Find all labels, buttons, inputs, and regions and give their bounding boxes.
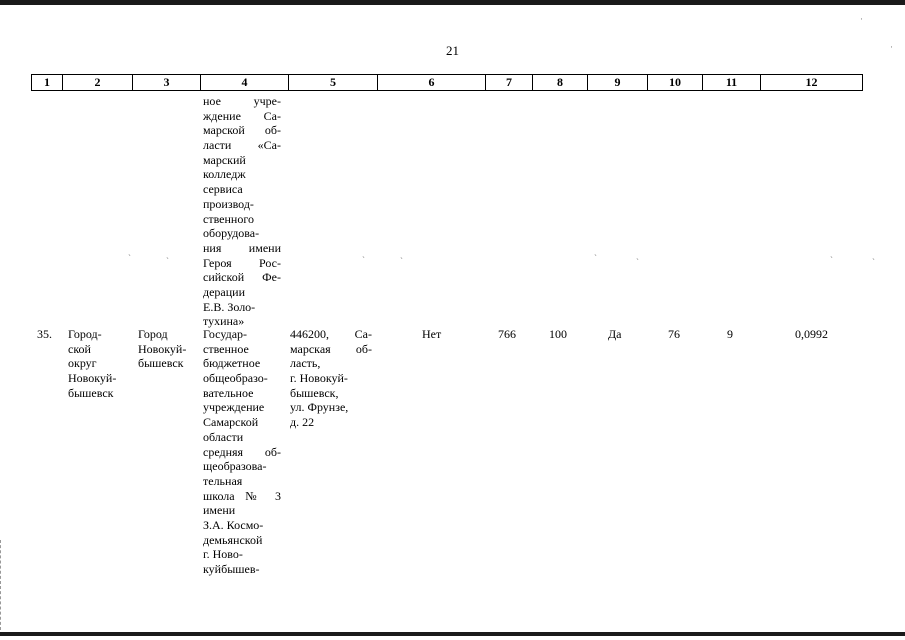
row-col6: Нет: [422, 327, 442, 341]
col4-line: ственное: [203, 341, 249, 356]
col2-line: ской: [68, 341, 91, 356]
header-col-4: 4: [200, 75, 288, 90]
continued-line: ждение Са-: [203, 108, 281, 123]
row-col5-address: [290, 327, 372, 430]
col4-line: щеобразова-: [203, 459, 267, 474]
row-col3-city: [138, 327, 198, 371]
header-col-9: 9: [587, 75, 647, 90]
col4-line: г. Ново-: [203, 547, 243, 562]
col5-line: ласть,: [290, 356, 321, 371]
continued-line: сервиса: [203, 182, 243, 197]
scan-speck: ˎ: [362, 248, 365, 258]
col4-line: З.А. Космо-: [203, 517, 264, 532]
col3-line: бышевск: [138, 356, 184, 371]
header-col-1: 1: [44, 75, 50, 89]
row-col9: Да: [608, 327, 622, 341]
col4-line: демьянской: [203, 532, 263, 547]
scan-speck: ·: [860, 14, 863, 24]
continued-line: производ-: [203, 196, 254, 211]
row-col10: 76: [668, 327, 680, 341]
row-col11: 9: [727, 327, 733, 341]
continued-line: марский: [203, 152, 246, 167]
continued-line: марской об-: [203, 123, 281, 138]
col4-line: тельная: [203, 473, 243, 488]
continued-line: тухина»: [203, 314, 245, 329]
col4-line: учреждение: [203, 400, 265, 415]
col4-line: бюджетное: [203, 356, 261, 371]
continued-line: Е.В. Золо-: [203, 299, 256, 314]
page-number: 21: [446, 43, 459, 58]
col4-line: школа № 3: [203, 488, 281, 503]
scan-top-border: [0, 0, 905, 5]
col5-line: д. 22: [290, 415, 315, 430]
col5-line: ул. Фрунзе,: [290, 400, 349, 415]
continued-line: дерации: [203, 284, 246, 299]
scan-speck: ˎ: [128, 246, 131, 256]
scan-speck: ˎ: [872, 250, 875, 260]
row-col8: 100: [549, 327, 567, 341]
continued-line: ния имени: [203, 240, 281, 255]
row-col4-institution: [203, 327, 281, 577]
row-number: 35.: [37, 327, 52, 341]
col4-line: средняя об-: [203, 444, 281, 459]
scan-bottom-border: [0, 632, 905, 636]
header-col-5: 5: [288, 75, 377, 90]
col2-line: Новокуй-: [68, 371, 117, 386]
col2-line: бышевск: [68, 385, 114, 400]
header-col-11: 11: [702, 75, 760, 90]
continued-line: ласти «Са-: [203, 138, 281, 153]
row-col7: 766: [498, 327, 516, 341]
continued-line: сийской Фе-: [203, 270, 281, 285]
scan-speck: ˎ: [166, 249, 169, 259]
col4-line: вательное: [203, 385, 254, 400]
col5-line: 446200, Са-: [290, 327, 372, 341]
header-col-3: 3: [132, 75, 200, 90]
header-col-12: 12: [760, 75, 862, 90]
header-col-7: 7: [485, 75, 532, 90]
scan-speck: ˎ: [830, 248, 833, 258]
col2-line: округ: [68, 356, 97, 371]
header-col-10: 10: [647, 75, 702, 90]
header-col-2: 2: [62, 75, 132, 90]
col3-line: Город: [138, 327, 168, 341]
continued-line: колледж: [203, 167, 246, 182]
row-col12: 0,0992: [795, 327, 828, 341]
col5-line: марская об-: [290, 341, 372, 356]
scan-speck: ˎ: [594, 246, 597, 256]
col5-line: бышевск,: [290, 385, 339, 400]
col5-line: г. Новокуй-: [290, 371, 348, 386]
scan-speck: ·: [890, 42, 893, 52]
row-col2-district: [68, 327, 128, 400]
scan-speck: ˎ: [400, 249, 403, 259]
scan-speck: ˎ: [636, 250, 639, 260]
scan-left-edge: [0, 540, 3, 630]
continued-line: Героя Рос-: [203, 255, 281, 270]
continued-line: ственного: [203, 211, 254, 226]
col4-line: имени: [203, 503, 236, 518]
col4-line: Государ-: [203, 327, 248, 341]
col3-line: Новокуй-: [138, 341, 187, 356]
continued-cell-col4: [203, 94, 281, 329]
header-col-6: 6: [377, 75, 485, 90]
col4-line: области: [203, 429, 244, 444]
table-header-row: [31, 74, 863, 91]
col4-line: общеобразо-: [203, 371, 268, 386]
continued-line: оборудова-: [203, 226, 260, 241]
continued-line: ное учре-: [203, 94, 281, 108]
col2-line: Город-: [68, 327, 102, 341]
col4-line: куйбышев-: [203, 562, 260, 576]
col4-line: Самарской: [203, 415, 259, 430]
header-col-8: 8: [532, 75, 587, 90]
